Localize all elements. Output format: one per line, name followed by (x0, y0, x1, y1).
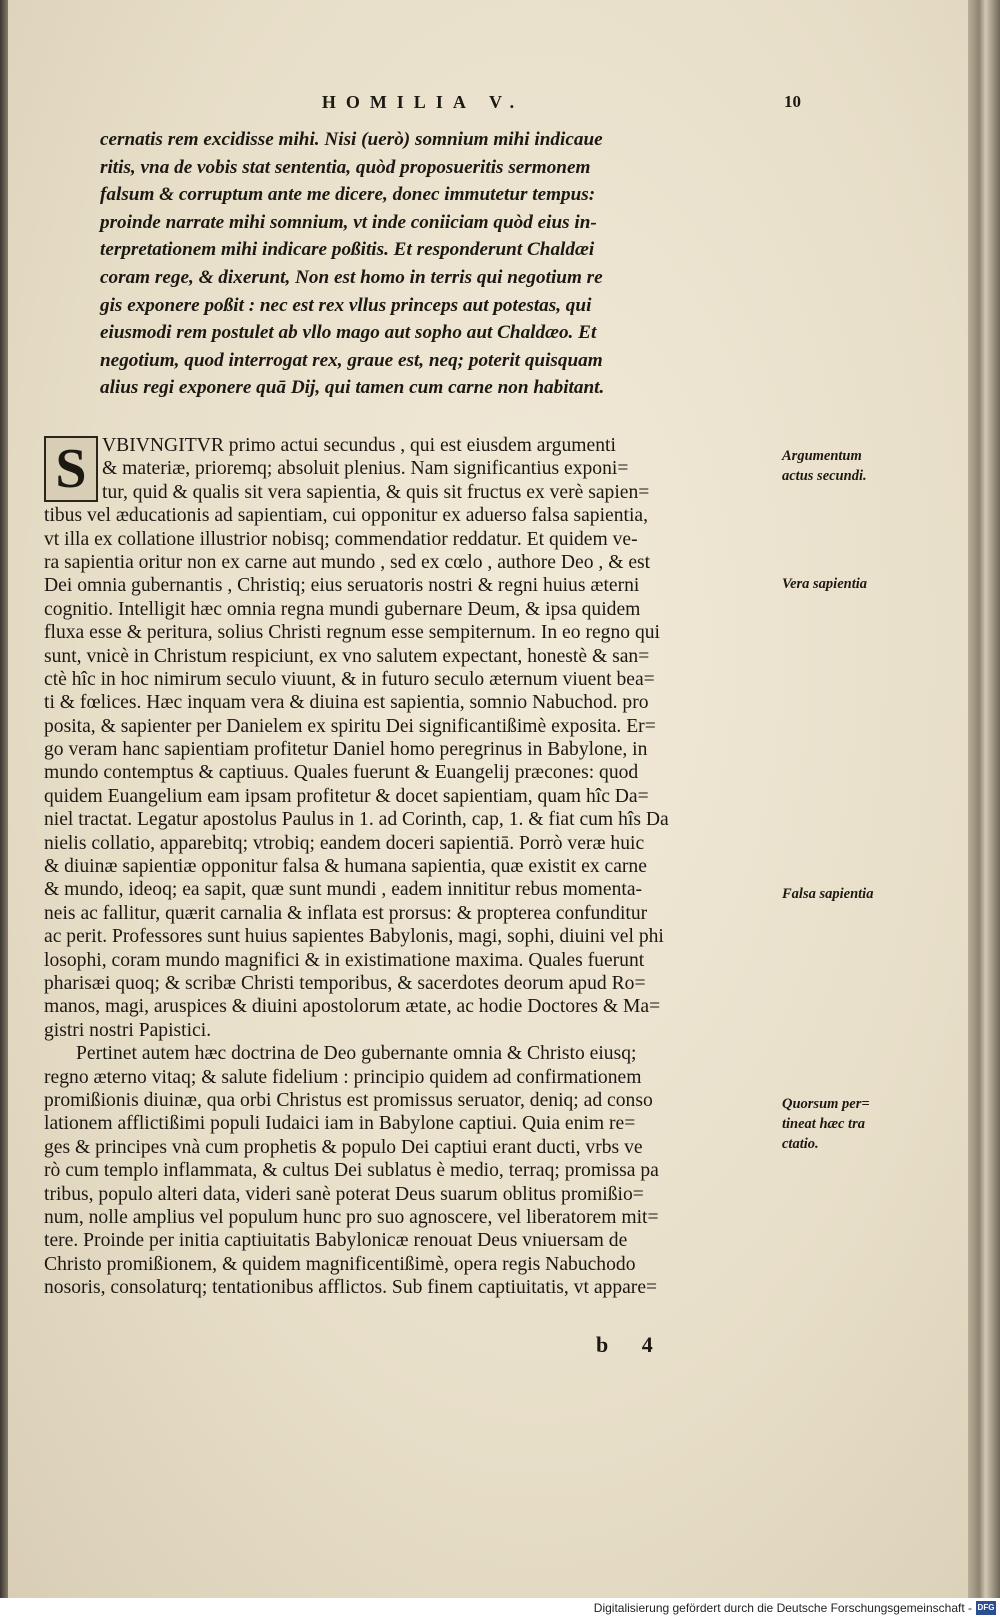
scripture-quotation (100, 126, 740, 402)
dfg-logo: DFG (976, 1601, 996, 1615)
body-line: niel tractat. Legatur apostolus Paulus in 1. ad Corinth, cap, 1. & fiat cum hîs Da (44, 809, 669, 831)
verse-line: eiusmodi rem postulet ab vllo mago aut sopho aut Chaldæo. Et (100, 322, 597, 344)
body-line: & diuinæ sapientiæ opponitur falsa & humana sapientia, quæ existit ex carne (44, 856, 647, 878)
verse-line: alius regi exponere quā Dij, qui tamen cum carne non habitant. (100, 377, 605, 399)
margin-note-line: Vera sapientia (782, 576, 867, 592)
body-line: sunt, vnicè in Christum respiciunt, ex vno salutem expectant, honestè & san= (44, 645, 650, 667)
body-line: fluxa esse & peritura, solius Christi regnum esse sempiternum. In eo regno qui (44, 622, 660, 644)
decorated-initial: S (44, 436, 98, 502)
book-fore-edge (968, 0, 1000, 1598)
folio-number: 10 (784, 92, 801, 111)
body-line: rò cum templo inflammata, & cultus Dei sublatus è medio, terraq; promissa pa (44, 1160, 659, 1182)
verse-line: gis exponere poßit : nec est rex vllus princeps aut potestas, qui (100, 294, 592, 316)
body-line: quidem Euangelium eam ipsam profitetur & docet sapientiam, quam hîc Da= (44, 785, 649, 807)
body-line: nielis collatio, apparebitq; vtrobiq; eandem doceri sapientiā. Porrò veræ huic (44, 832, 645, 854)
body-line: ra sapientia oritur non ex carne aut mundo , sed ex cœlo , authore Deo , & est (44, 551, 651, 573)
body-line: posita, & sapienter per Danielem ex spiritu Dei significantißimè exposita. Er= (44, 715, 656, 737)
body-line: ges & principes vnà cum prophetis & populo Dei captiui erant ducti, vrbs ve (44, 1136, 643, 1158)
body-line: tribus, populo alteri data, videri sanè poterat Deus suarum oblitus promißio= (44, 1183, 644, 1205)
body-line: cognitio. Intelligit hæc omnia regna mundi gubernare Deum, & ipsa quidem (44, 598, 641, 620)
book-page (8, 0, 968, 1598)
body-line: ac perit. Professores sunt huius sapientes Babylonis, magi, sophi, diuini vel phi (44, 926, 664, 948)
body-line: tur, quid & qualis sit vera sapientia, & quis sit fructus ex verè sapien= (102, 481, 650, 503)
margin-note-line: tineat hæc tra (782, 1116, 865, 1132)
margin-note-line: actus secundi. (782, 468, 867, 484)
verse-line: ritis, vna de vobis stat sententia, quòd proposueritis sermonem (100, 156, 591, 178)
body-line: nosoris, consolaturq; tentationibus afflictos. Sub finem captiuitatis, vt appare= (44, 1277, 658, 1299)
verse-line: coram rege, & dixerunt, Non est homo in terris qui negotium re (100, 266, 603, 288)
body-line: pharisæi quoq; & scribæ Christi temporibus, & sacerdotes deorum apud Ro= (44, 972, 646, 994)
margin-note-line: Falsa sapientia (782, 886, 874, 902)
body-line: Christo promißionem, & quidem magnificentißimè, opera regis Nabuchodo (44, 1253, 636, 1275)
body-line: Dei omnia gubernantis , Christiq; eius seruatoris nostri & regni huius æterni (44, 575, 640, 597)
body-line: promißionis diuinæ, qua orbi Christus est promissus seruator, deniq; ad conso (44, 1089, 653, 1111)
margin-note-vera-sapientia (782, 574, 892, 594)
body-line: neis ac fallitur, quærit carnalia & inflata est prorsus: & propterea confunditur (44, 902, 648, 924)
verse-line: cernatis rem excidisse mihi. Nisi (uerò) somnium mihi indicaue (100, 129, 603, 150)
body-line: ctè hîc in hoc nimirum seculo viuunt, & in futuro seculo æternum viuent bea= (44, 668, 655, 690)
body-line: & materiæ, prioremq; absoluit plenius. Nam significantius exponi= (102, 458, 629, 480)
commentary-text (44, 434, 760, 1299)
verse-line: falsum & corruptum ante me dicere, donec immutetur tempus: (100, 184, 596, 206)
body-line: gistri nostri Papistici. (44, 1019, 212, 1041)
margin-note-line: Quorsum per= (782, 1096, 870, 1112)
margin-note-falsa-sapientia (782, 884, 892, 904)
margin-note-line: ctatio. (782, 1136, 819, 1152)
verse-line: negotium, quod interrogat rex, graue est, neq; poterit quisquam (100, 349, 603, 371)
running-head: HOMILIA V. (321, 92, 525, 112)
body-line: VBIVNGITVR primo actui secundus , qui est eiusdem argumenti (102, 435, 616, 456)
body-line: tibus vel æducationis ad sapientiam, cui opponitur ex aduerso falsa sapientia, (44, 505, 648, 527)
body-line: vt illa ex collatione illustrior nobisq; commendatior reddatur. Et quidem ve- (44, 528, 638, 550)
body-line: num, nolle amplius vel populum hunc pro suo agnoscere, vel liberatorem mit= (44, 1206, 659, 1228)
funding-notice: Digitalisierung gefördert durch die Deutsche Forschungsgemeinschaft - (593, 1601, 972, 1615)
body-line: Pertinet autem hæc doctrina de Deo gubernante omnia & Christo eiusq; (76, 1043, 637, 1065)
body-line: losophi, coram mundo magnifici & in existimatione maxima. Quales fuerunt (44, 949, 645, 971)
verse-line: terpretationem mihi indicare poßitis. Et responderunt Chaldæi (100, 239, 595, 261)
margin-note-line: Argumentum (782, 448, 862, 464)
body-line: tere. Proinde per initia captiuitatis Babylonicæ renouat Deus vniuersam de (44, 1230, 628, 1252)
body-line: ti & fœlices. Hæc inquam vera & diuina est sapientia, somnio Nabuchod. pro (44, 692, 649, 714)
body-line: regno æterno vitaq; & salute fidelium : principio quidem ad confirmationem (44, 1066, 642, 1088)
signature-mark: b 4 (596, 1332, 667, 1357)
body-line: mundo contemptus & captiuus. Quales fuerunt & Euangelij præcones: quod (44, 762, 639, 784)
body-line: go veram hanc sapientiam profitetur Daniel homo peregrinus in Babylone, in (44, 739, 648, 761)
body-line: & mundo, ideoq; ea sapit, quæ sunt mundi , eadem innititur rebus momenta- (44, 879, 643, 901)
body-line: lationem afflictißimi populi Iudaici iam in Babylone captiui. Quia enim re= (44, 1113, 636, 1135)
verse-line: proinde narrate mihi somnium, vt inde coniiciam quòd eius in- (100, 211, 597, 233)
body-line: manos, magi, aruspices & diuini apostolorum ætate, ac hodie Doctores & Ma= (44, 996, 661, 1018)
margin-note-quorsum (782, 1094, 892, 1154)
margin-note-argumentum (782, 446, 892, 486)
